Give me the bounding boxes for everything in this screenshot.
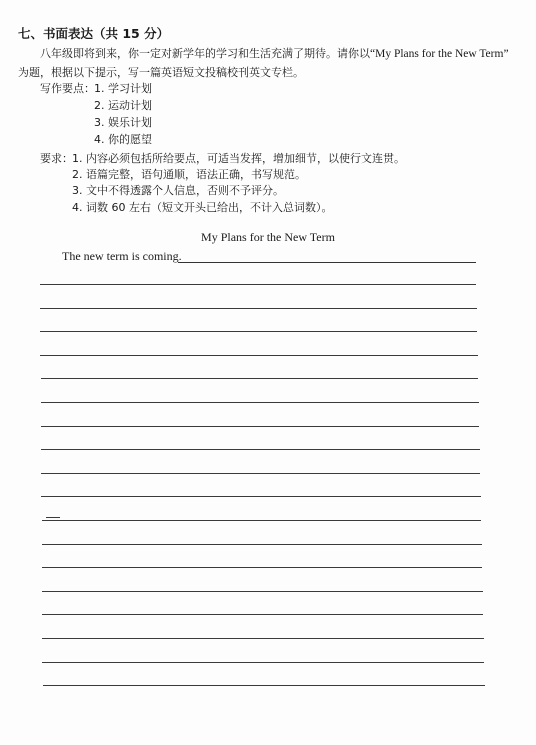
answer-line[interactable] (41, 449, 480, 450)
writing-point-item: 3. 娱乐计划 (94, 116, 152, 129)
intro-title-quote: “My Plans for the New Term” (370, 48, 509, 60)
answer-line[interactable] (41, 496, 481, 497)
requirement-item: 2. 语篇完整，语句通顺，语法正确，书写规范。 (72, 168, 306, 181)
answer-line[interactable] (40, 308, 477, 309)
requirement-item: 3. 文中不得透露个人信息，否则不予评分。 (72, 184, 284, 197)
answer-line-first[interactable] (178, 262, 476, 263)
answer-line[interactable] (42, 544, 482, 545)
essay-title: My Plans for the New Term (201, 230, 335, 244)
answer-line[interactable] (40, 331, 477, 332)
answer-line[interactable] (41, 378, 478, 379)
answer-line[interactable] (42, 567, 482, 568)
answer-line[interactable] (41, 473, 480, 474)
intro-line-1 (40, 45, 509, 61)
answer-line[interactable] (42, 520, 481, 521)
writing-point-item: 4. 你的愿望 (94, 133, 152, 146)
writing-point-item: 2. 运动计划 (94, 99, 152, 112)
answer-line[interactable] (41, 402, 479, 403)
stray-mark (46, 517, 60, 518)
answer-line[interactable] (42, 638, 484, 639)
requirements-label: 要求： (40, 152, 73, 165)
answer-line[interactable] (42, 591, 483, 592)
requirement-item: 4. 词数 60 左右（短文开头已给出，不计入总词数）。 (72, 201, 333, 214)
section-heading: 七、书面表达（共 15 分） (18, 26, 170, 41)
answer-line[interactable] (43, 685, 485, 686)
answer-line[interactable] (42, 614, 483, 615)
answer-line[interactable] (41, 426, 479, 427)
writing-points-label: 写作要点： (40, 82, 95, 95)
writing-point-item: 1. 学习计划 (94, 82, 152, 95)
essay-starter: The new term is coming. (62, 249, 182, 263)
answer-line[interactable] (42, 662, 484, 663)
requirement-item: 1. 内容必须包括所给要点，可适当发挥，增加细节，以使行文连贯。 (72, 152, 405, 165)
answer-line[interactable] (40, 355, 478, 356)
intro-text: 八年级即将到来，你一定对新学年的学习和生活充满了期待。请你以 (40, 47, 370, 60)
intro-line-2: 为题，根据以下提示，写一篇英语短文投稿校刊英文专栏。 (18, 66, 304, 79)
answer-line[interactable] (40, 284, 476, 285)
